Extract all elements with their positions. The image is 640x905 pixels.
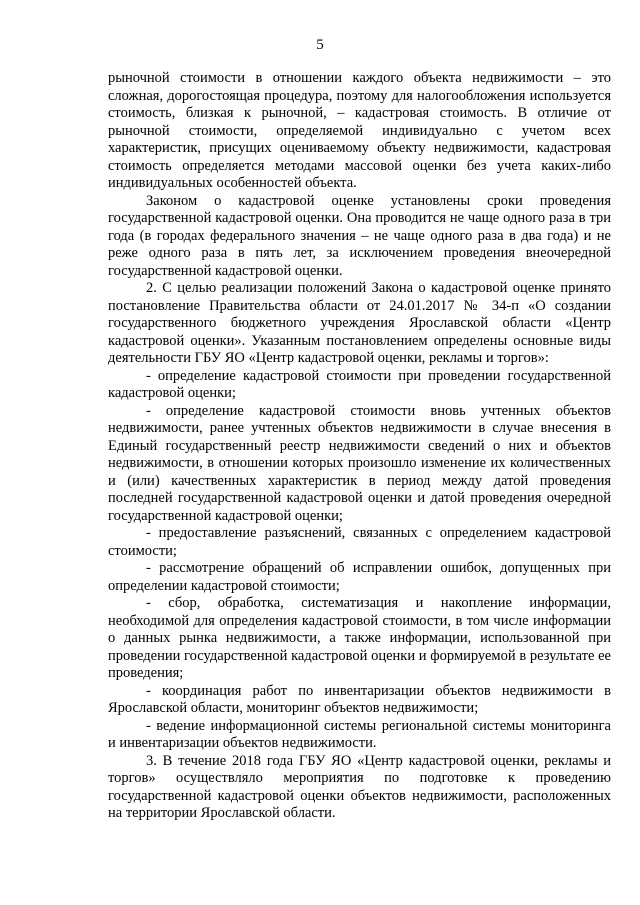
list-item-activity-5: - сбор, обработка, систематизация и накопление информации, необходимой для определения кадастровой стоимости, в том числе информации о данных рынка недвижимости, а также информации, использованной при проведении государственной кадастровой оценки и формируемой в результате ее проведения; [108,595,611,681]
paragraph-resolution: 2. С целью реализации положений Закона о кадастровой оценке принято постановление Правительства области от 24.01.2017 № 34-п «О создании государственного бюджетного учреждения Ярославской области «Центр кадастровой оценки». Указанным постановлением определены основные виды деятельности ГБУ ЯО «Центр кадастровой оценки, рекламы и торгов»: [108,280,611,366]
list-item-activity-2: - определение кадастровой стоимости вновь учтенных объектов недвижимости, ранее учтенных объектов недвижимости в случае внесения в Единый государственный реестр недвижимости сведений о них и объектов недвижимости, в отношении которых произошло изменение их количественных и (или) качественных характеристик в период между датой проведения последней государственной кадастровой оценки и датой проведения очередной государственной кадастровой оценки; [108,402,611,524]
list-item-activity-1: - определение кадастровой стоимости при проведении государственной кадастровой оценки; [108,367,611,401]
list-item-activity-4: - рассмотрение обращений об исправлении ошибок, допущенных при определении кадастровой стоимости; [108,560,611,594]
list-item-activity-3: - предоставление разъяснений, связанных с определением кадастровой стоимости; [108,525,611,559]
list-item-activity-7: - ведение информационной системы региональной системы мониторинга и инвентаризации объектов недвижимости. [108,717,611,751]
paragraph-market-value: рыночной стоимости в отношении каждого объекта недвижимости – это сложная, дорогостоящая процедура, поэтому для налогообложения используется стоимость, близкая к рыночной, – кадастровая стоимость. В отличие от рыночной стоимости, определяемой индивидуально с учетом всех характеристик, присущих оцениваемому объекту недвижимости, кадастровая стоимость определяется методами массовой оценки без учета каких-либо индивидуальных особенностей объекта. [108,70,611,191]
page-number: 5 [316,37,324,53]
list-item-activity-6: - координация работ по инвентаризации объектов недвижимости в Ярославской области, мониторинг объектов недвижимости; [108,682,611,716]
paragraph-assessment-terms: Законом о кадастровой оценке установлены сроки проведения государственной кадастровой оценки. Она проводится не чаще одного раза в три года (в городах федерального значения – не чаще одного раза в два года) и не реже одного раза в пять лет, за исключением проведения внеочередной государственной кадастровой оценки. [108,192,611,279]
paragraph-2018-activities: 3. В течение 2018 года ГБУ ЯО «Центр кадастровой оценки, рекламы и торгов» осуществляло мероприятия по подготовке к проведению государственной кадастровой оценки объектов недвижимости, расположенных на территории Ярославской области. [108,752,611,821]
document-body [108,70,611,823]
